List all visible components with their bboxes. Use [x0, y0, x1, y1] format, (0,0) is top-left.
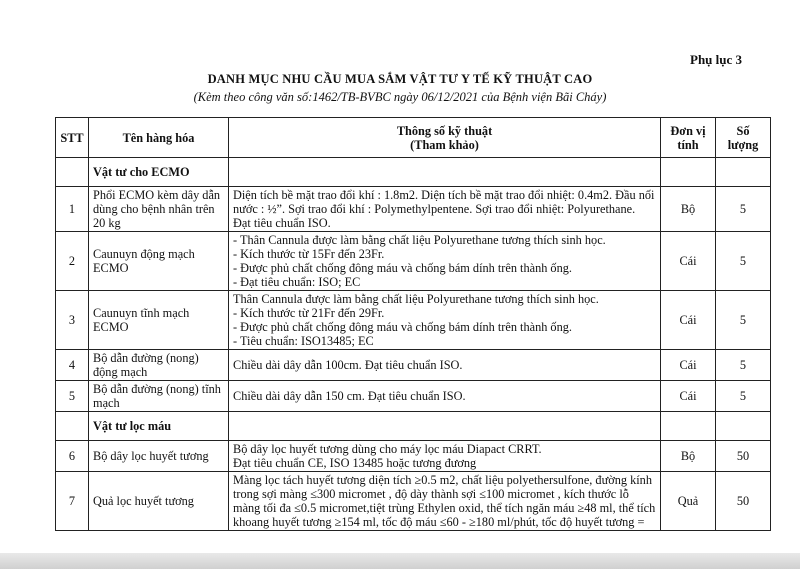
row-unit: Cái [661, 291, 716, 350]
row-name: Phổi ECMO kèm dây dẫn dùng cho bệnh nhân trên 20 kg [89, 187, 229, 232]
header-qty-line1: Số [736, 123, 750, 138]
row-unit: Cái [661, 232, 716, 291]
header-unit [661, 118, 716, 158]
row-spec [229, 350, 661, 381]
section-row [56, 412, 771, 441]
row-spec [229, 441, 661, 472]
row-stt: 5 [56, 381, 89, 412]
table-header-row [56, 118, 771, 158]
page-bottom-edge [0, 553, 800, 569]
header-qty-line2: lượng [727, 137, 759, 152]
table-row [56, 441, 771, 472]
spec-line: Chiều dài dây dẫn 150 cm. Đạt tiêu chuẩn ISO. [233, 389, 466, 403]
document-subtitle: (Kèm theo công văn số:1462/TB-BVBC ngày 06/12/2021 của Bệnh viện Bãi Cháy) [193, 90, 607, 104]
row-name: Caunuyn động mạch ECMO [89, 232, 229, 291]
spec-line: - Tiêu chuẩn: ISO13485; EC [233, 334, 374, 348]
row-name: Quả lọc huyết tương [89, 472, 229, 531]
header-spec [229, 118, 661, 158]
row-stt: 6 [56, 441, 89, 472]
spec-line: Chiều dài dây dẫn 100cm. Đạt tiêu chuẩn ISO. [233, 358, 463, 372]
row-name: Bộ dây lọc huyết tương [89, 441, 229, 472]
header-unit-line2: tính [677, 137, 699, 152]
table-row [56, 381, 771, 412]
row-qty: 50 [716, 441, 771, 472]
row-name: Bộ dẫn đường (nong) động mạch [89, 350, 229, 381]
row-spec [229, 472, 661, 531]
row-unit: Cái [661, 381, 716, 412]
row-stt: 7 [56, 472, 89, 531]
row-unit: Bộ [661, 441, 716, 472]
row-spec [229, 232, 661, 291]
row-qty: 50 [716, 472, 771, 531]
row-qty: 5 [716, 187, 771, 232]
spec-line: - Được phủ chất chống đông máu và chống bám dính trên thành ống. [233, 261, 572, 275]
row-unit: Cái [661, 350, 716, 381]
row-spec [229, 187, 661, 232]
row-stt: 3 [56, 291, 89, 350]
header-name: Tên hàng hóa [89, 118, 229, 158]
table-row [56, 472, 771, 531]
row-qty: 5 [716, 291, 771, 350]
table-row [56, 291, 771, 350]
row-stt: 1 [56, 187, 89, 232]
procurement-table [55, 117, 771, 531]
row-qty: 5 [716, 232, 771, 291]
spec-line: - Thân Cannula được làm bằng chất liệu Polyurethane tương thích sinh học. [233, 233, 606, 247]
row-stt: 4 [56, 350, 89, 381]
spec-line: Đạt tiêu chuẩn CE, ISO 13485 hoặc tương đương [233, 456, 477, 470]
spec-line: - Được phủ chất chống đông máu và chống bám dính trên thành ống. [233, 320, 572, 334]
header-qty [716, 118, 771, 158]
spec-line: Màng lọc tách huyết tương diện tích ≥0.5 m2, chất liệu polyethersulfone, đường kính trong sợi màng ≤300 micromet , độ dày thành sợi ≤100 micromet , kích thước lỗ màng tối đa ≤0.5 micromet,tiệt trùng Ethylen oxid, thể tích ngăn máu ≥48 ml, thể tích khoang huyết tương ≥154 ml, tốc độ máu ≤60 - ≥180 ml/phút, tốc độ huyết tương = [233, 473, 656, 529]
row-stt: 2 [56, 232, 89, 291]
row-unit: Bộ [661, 187, 716, 232]
table-row [56, 350, 771, 381]
row-qty: 5 [716, 350, 771, 381]
header-stt: STT [56, 118, 89, 158]
header-spec-line1: Thông số kỹ thuật [396, 123, 493, 138]
row-qty: 5 [716, 381, 771, 412]
spec-line: Bộ dây lọc huyết tương dùng cho máy lọc máu Diapact CRRT. [233, 442, 542, 456]
row-unit: Quả [661, 472, 716, 531]
row-spec [229, 291, 661, 350]
section-row [56, 158, 771, 187]
row-spec [229, 381, 661, 412]
section-label: Vật tư lọc máu [89, 412, 229, 441]
document-title: DANH MỤC NHU CẦU MUA SẮM VẬT TƯ Y TẾ KỸ THUẬT CAO [207, 72, 593, 86]
spec-line: Thân Cannula được làm bằng chất liệu Polyurethane tương thích sinh học. [233, 292, 599, 306]
spec-line: - Đạt tiêu chuẩn: ISO; EC [233, 275, 361, 289]
appendix-label: Phụ lục 3 [690, 52, 743, 67]
header-unit-line1: Đơn vị [670, 123, 706, 138]
section-label: Vật tư cho ECMO [89, 158, 229, 187]
table-row [56, 232, 771, 291]
table-row [56, 187, 771, 232]
spec-line: - Kích thước từ 21Fr đến 29Fr. [233, 306, 385, 320]
row-name: Bộ dẫn đường (nong) tĩnh mạch [89, 381, 229, 412]
spec-line: Diện tích bề mặt trao đổi khí : 1.8m2. Diện tích bề mặt trao đổi nhiệt: 0.4m2. Đầu nối nước : ½”. Sợi trao đổi khí : Polymethylpentene. Sợi trao đổi nhiệt: Polyurethane. Đạt tiêu chuẩn ISO. [233, 188, 655, 230]
spec-line: - Kích thước từ 15Fr đến 23Fr. [233, 247, 385, 261]
row-name: Caunuyn tĩnh mạch ECMO [89, 291, 229, 350]
header-spec-line2: (Tham khảo) [410, 137, 479, 152]
